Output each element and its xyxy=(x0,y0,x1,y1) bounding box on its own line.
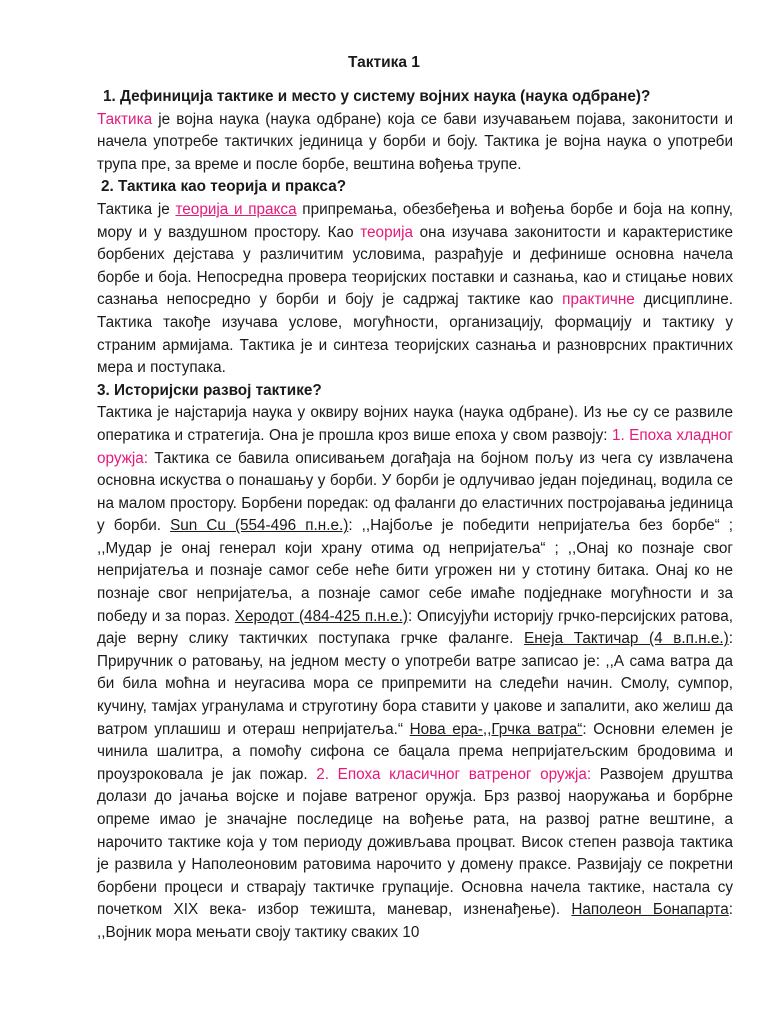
theory-text-start: Тактика је xyxy=(97,200,176,218)
herodot-reference: Херодот (484-425 п.н.е.) xyxy=(234,607,408,625)
nova-era-reference: Нова ера-,,Грчка ватра“ xyxy=(409,720,583,738)
napoleon-text: : ,,Војник мора мењати своју тактику сваких 10 xyxy=(97,901,733,941)
document-title: Тактика 1 xyxy=(348,54,420,71)
theory-practice-link[interactable]: теорија и пракса xyxy=(175,200,297,218)
sun-cu-reference: Sun Cu (554-496 п.н.е.) xyxy=(170,517,349,535)
term-practical: практичне xyxy=(562,291,635,309)
term-theory: теорија xyxy=(360,223,414,241)
heading-definition: 1. Дефиниција тактике и место у систему војних наука (наука одбране)? xyxy=(103,88,651,105)
epoch-cold-weapons: 1. Епоха хладног оружја: xyxy=(97,426,733,467)
document-body xyxy=(97,86,733,945)
epoch-classic-firearms: 2. Епоха класичног ватреног оружја: xyxy=(316,765,592,783)
epoch2-text: Развојем друштва долази до јачања војске и појаве ватреног оружја. Брз развој наоружања и борбрне опреме имао је значајне последице на вођење рата, на развој ратне вештине, а нарочито тактике која у том периоду доживљава процват. Висок степен развоја тактика је развила у Наполеоновим ратовима нарочито у домену праксе. Развијају се покретни борбени процеси и стварају тактичке групације. Основна начела тактике, настала су почетком XIX века- избор тежишта, маневар, изненађење). xyxy=(97,765,733,919)
definition-text: је војна наука (наука одбране) која се бави изучавањем појава, законитости и начела употребе тактичких јединица у борби и боју. Тактика је војна наука о употреби трупа пре, за време и после борбе, вештина вођења трупе. xyxy=(97,110,733,173)
eneja-text: : Приручник о ратовању, на једном месту о употреби ватре записао је: ,,А сама ватра да би била моћна и неугасива мора се припремити на следећи начин. Смолу, сумпор, кучину, тамјах угранулама и струготину бора ставити у џакове и запалити, ако желиш да ватром уплашиш и отераш непријатеља.“ xyxy=(97,630,733,738)
epoch1-text: Тактика се бавила описивањем догађаја на бојном пољу из чега су извлачена основна искуства о понашању у борби. У борби је одлучивао један појединац, водила се на малом простору. Борбени поредак: од фаланги до еластичних постројавања јединица у борби. xyxy=(97,449,733,535)
nova-era-text: : Основни елемен је чинила шалитра, а помоћу сифона се бацала према непријатељским бродовима и проузроковала је јак пожар. xyxy=(97,720,733,783)
paragraph-history xyxy=(97,402,733,944)
paragraph-theory-practice xyxy=(97,199,733,380)
theory-text-end: дисциплине. Тактика такође изучава услове, могућности, организацију, формацију и тактику у страним армијама. Тактика је и синтеза теоријских сазнања и разноврсних практичних мера и поступака. xyxy=(97,291,733,377)
theory-text-mid2: она изучава законитости и карактеристике борбених дејстава у различитим условима, разрађује и дефинише основна начела борбе и боја. Непосредна провера теоријских поставки и сазнања, као и стицање нових сазнања непосредно у борби и боју је садржај тактике као xyxy=(97,223,733,309)
history-intro: Тактика је најстарија наука у оквиру војних наука (наука одбране). Из ње су се развиле оператика и стратегија. Она је прошла кроз више епоха у свом развоју: xyxy=(97,404,733,444)
paragraph-definition xyxy=(97,109,733,177)
heading-theory-practice: 2. Тактика као теорија и пракса? xyxy=(101,178,347,196)
herodot-text: : Описујући историју грчко-персијских ратова, даје верну слику тактичких поступака грчке фаланге. xyxy=(97,607,733,648)
eneja-reference: Енеја Тактичар (4 в.п.н.е.) xyxy=(524,630,729,648)
term-tactics: Тактика xyxy=(97,110,153,128)
sun-cu-quote: : ,,Најбоље је победити непријатеља без борбе“ ; ,,Мудар је онај генерал који храну отима од непријатеља“ ; ,,Онај ко познаје свог непријатеља и познаје самог себе неће бити угрожен ни у стотину битака. Онај ко не познаје свог непријатеља, а познаје самог себе имаће подједнаке могућности и за победу и за пораз. xyxy=(97,517,734,625)
theory-text-mid1: припремања, обезбеђења и вођења борбе и боја на копну, мору и у ваздушном простору. Као xyxy=(97,200,734,241)
napoleon-reference: Наполеон Бонапарта xyxy=(571,901,729,919)
heading-history: 3. Историјски развој тактике? xyxy=(97,381,322,399)
